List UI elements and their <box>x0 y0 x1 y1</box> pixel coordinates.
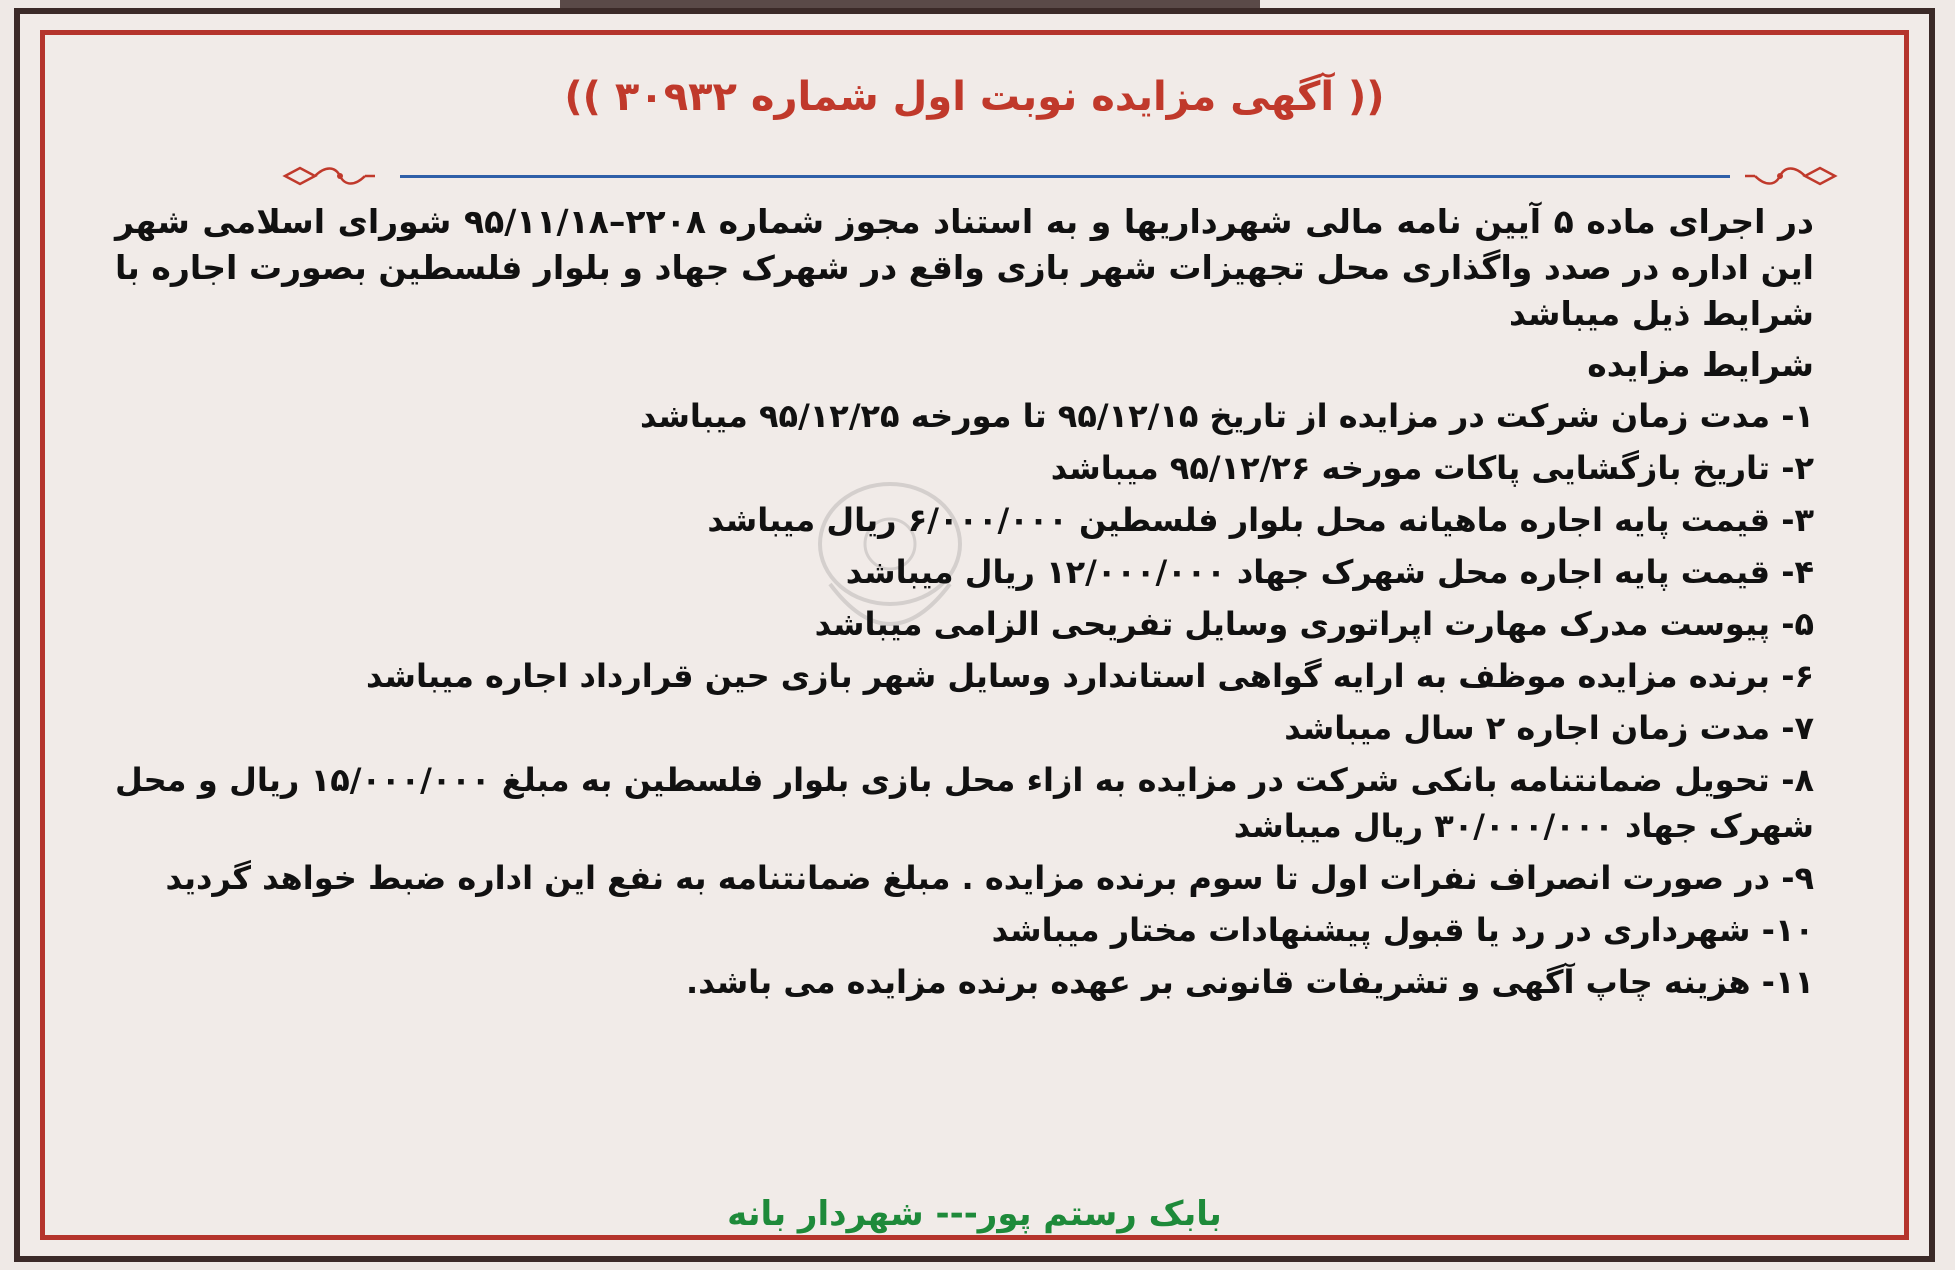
condition-item: ۴- قیمت پایه اجاره محل شهرک جهاد ۱۲/۰۰۰/۰۰۰ ریال میباشد <box>845 553 1814 591</box>
ornament-right-icon <box>1740 164 1840 188</box>
condition-item: ۷- مدت زمان اجاره ۲ سال میباشد <box>1284 709 1814 747</box>
condition-item: ۱- مدت زمان شرکت در مزایده از تاریخ ۹۵/۱۲/۱۵ تا مورخه ۹۵/۱۲/۲۵ میباشد <box>639 397 1814 435</box>
condition-item: ۹- در صورت انصراف نفرات اول تا سوم برنده مزایده . مبلغ ضمانتنامه به نفع این اداره ضبط خواهد گردید <box>165 859 1814 897</box>
signature-line: بابک رستم پور--- شهردار بانه <box>727 1194 1222 1234</box>
intro-paragraph: در اجرای ماده ۵ آیین نامه مالی شهرداریها و به استناد مجوز شماره ۲۲۰۸–۹۵/۱۱/۱۸ شورای اسلامی شهر این اداره در صدد واگذاری محل تجهیزات شهر بازی واقع در شهرک جهاد و بلوار فلسطین بصورت اجاره با شرایط ذیل میباشد <box>115 202 1814 333</box>
condition-item: ۲- تاریخ بازگشایی پاکات مورخه ۹۵/۱۲/۲۶ میباشد <box>1050 449 1814 487</box>
title-divider <box>280 164 1840 188</box>
outer-frame <box>14 8 1935 1262</box>
condition-item: ۵- پیوست مدرک مهارت اپراتوری وسایل تفریحی الزامی میباشد <box>814 605 1814 643</box>
conditions-list <box>115 393 1814 1005</box>
conditions-heading: شرایط مزایده <box>1587 345 1814 384</box>
condition-item: ۶- برنده مزایده موظف به ارایه گواهی استاندارد وسایل شهر بازی حین قرارداد اجاره میباشد <box>365 657 1814 695</box>
condition-item: ۸- تحویل ضمانتنامه بانکی شرکت در مزایده به ازاء محل بازی بلوار فلسطین به مبلغ ۱۵/۰۰۰/۰۰۰ ریال و محل شهرک جهاد ۳۰/۰۰۰/۰۰۰ ریال میباشد <box>115 761 1815 845</box>
divider-line <box>400 175 1730 178</box>
ornament-left-icon <box>280 164 380 188</box>
announcement-body <box>115 199 1814 1011</box>
condition-item: ۱۱- هزینه چاپ آگهی و تشریفات قانونی بر عهده برنده مزایده می باشد. <box>686 963 1814 1001</box>
auction-title: (( آگهی مزایده نوبت اول شماره ۳۰۹۳۲ )) <box>564 74 1385 120</box>
top-edge-strip <box>560 0 1260 8</box>
condition-item: ۱۰- شهرداری در رد یا قبول پیشنهادات مختار میباشد <box>991 911 1814 949</box>
condition-item: ۳- قیمت پایه اجاره ماهیانه محل بلوار فلسطین ۶/۰۰۰/۰۰۰ ریال میباشد <box>707 501 1814 539</box>
